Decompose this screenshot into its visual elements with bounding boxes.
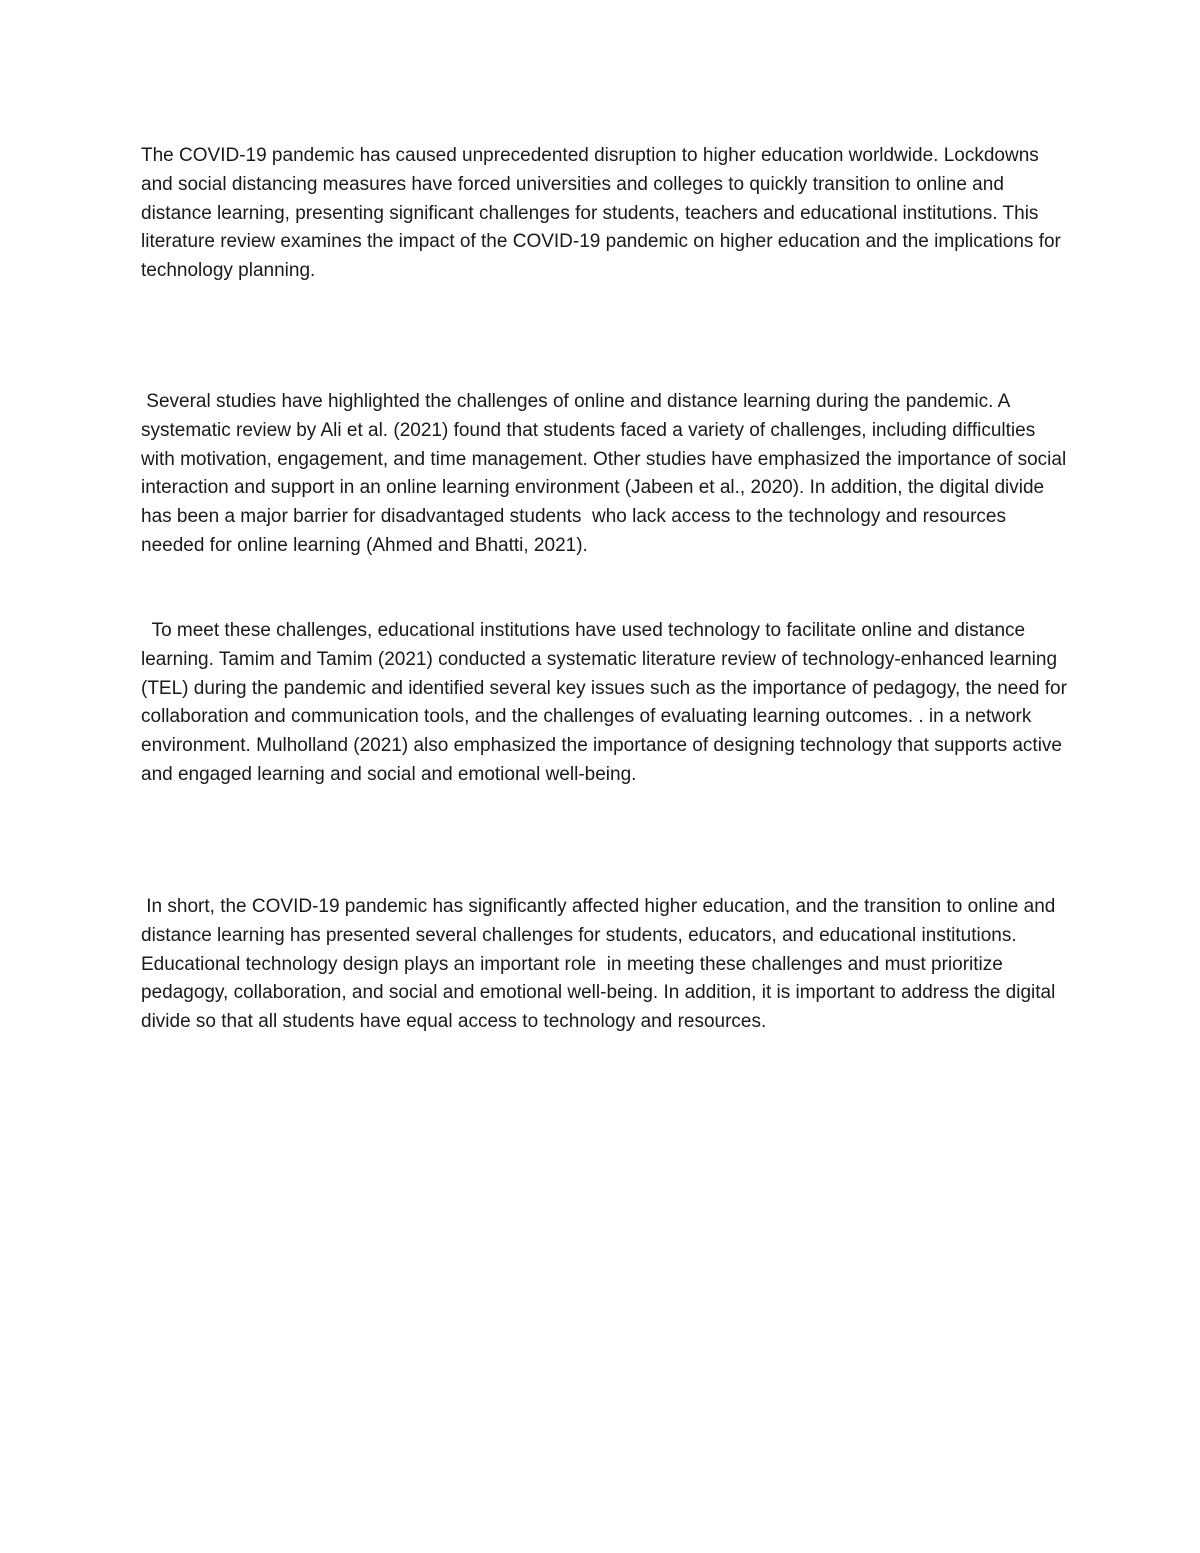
paragraph-conclusion: In short, the COVID-19 pandemic has significantly affected higher education, and the transition to online and distance learning has presented several challenges for students, educators, and educational institutions. Educational technology design plays an important role in meeting these challenges and must prioritize pedagogy, collaboration, and social and emotional well-being. In addition, it is important to address the digital divide so that all students have equal access to technology and resources. <box>141 896 1061 1033</box>
paragraph-intro: The COVID-19 pandemic has caused unprecedented disruption to higher education worldwide. Lockdowns and social distancing measures have forced universities and colleges to quickly transition to online and distance learning, presenting significant challenges for students, teachers and educational institutions. This literature review examines the impact of the COVID-19 pandemic on higher education and the implications for technology planning. <box>141 145 1067 282</box>
paragraph-challenges: Several studies have highlighted the challenges of online and distance learning during the pandemic. A systematic review by Ali et al. (2021) found that students faced a variety of challenges, including difficulties with motivation, engagement, and time management. Other studies have emphasized the importance of social interaction and support in an online learning environment (Jabeen et al., 2020). In addition, the digital divide has been a major barrier for disadvantaged students who lack access to the technology and resources needed for online learning (Ahmed and Bhatti, 2021). <box>141 391 1072 556</box>
paragraph-technology: To meet these challenges, educational institutions have used technology to facilitate online and distance learning. Tamim and Tamim (2021) conducted a systematic literature review of technology-enhanced learning (TEL) during the pandemic and identified several key issues such as the importance of pedagogy, the need for collaboration and communication tools, and the challenges of evaluating learning outcomes. . in a network environment. Mulholland (2021) also emphasized the importance of designing technology that supports active and engaged learning and social and emotional well-being. <box>141 620 1073 785</box>
